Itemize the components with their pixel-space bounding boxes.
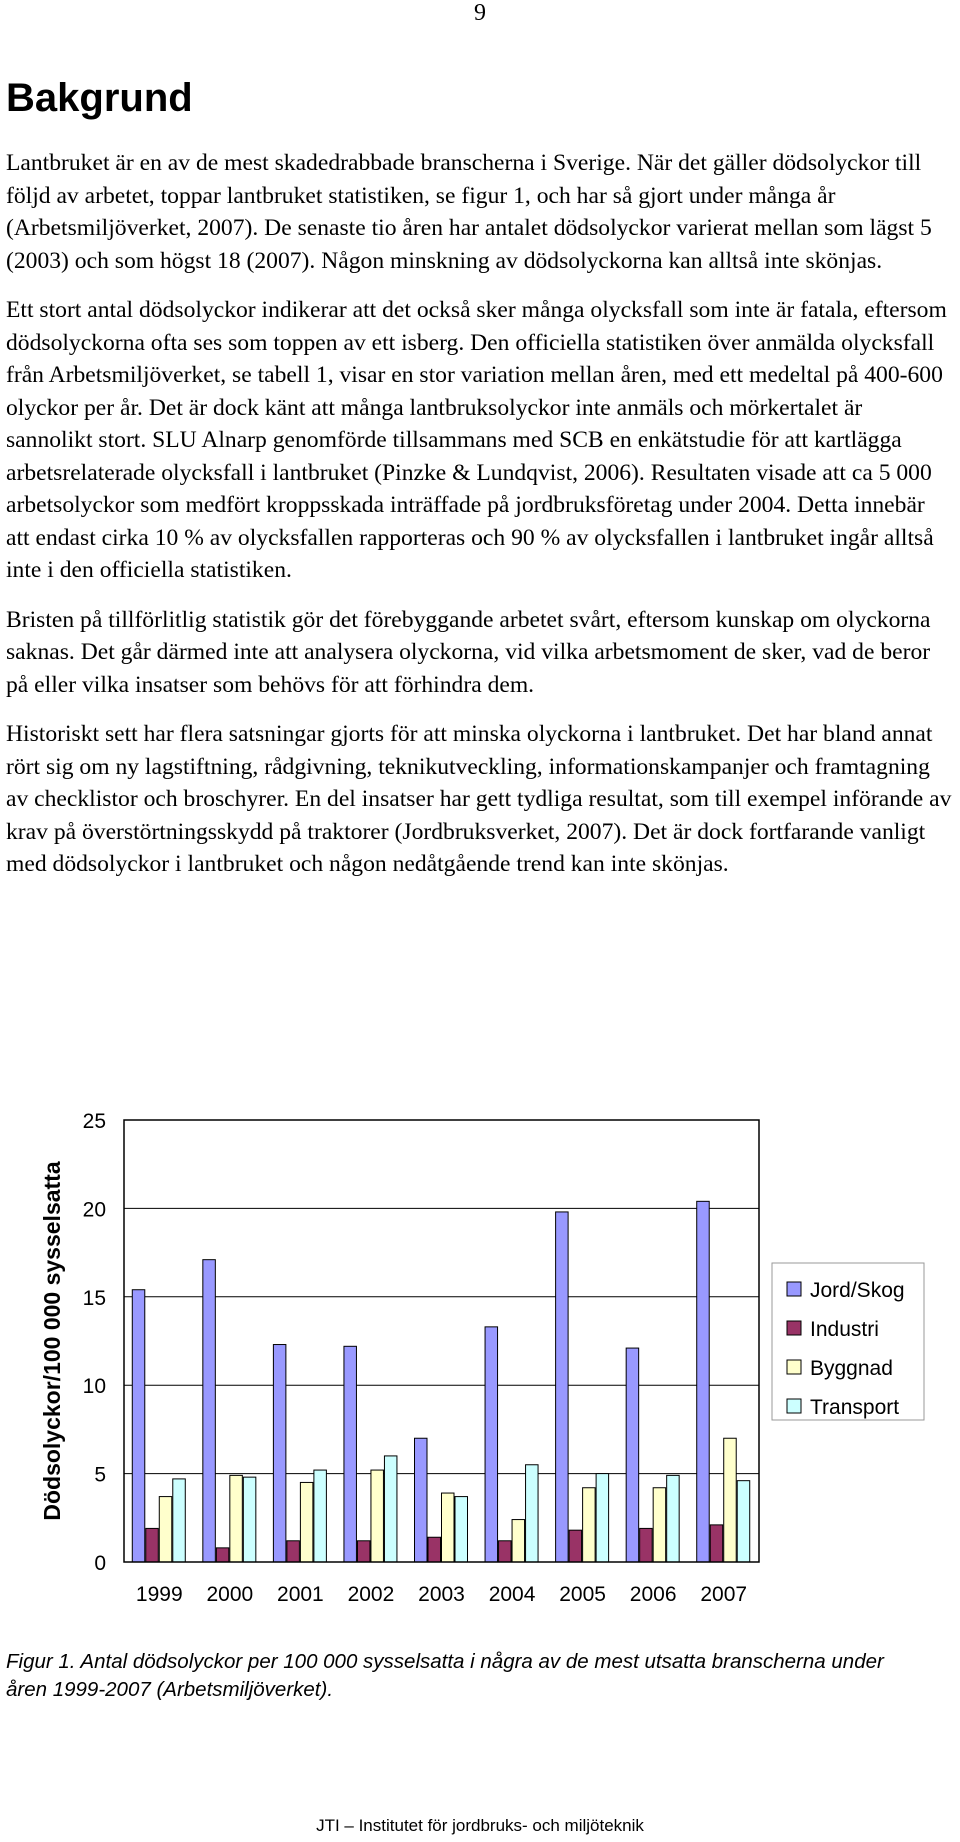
bar-byggnad-2003 xyxy=(442,1493,455,1562)
legend-label: Industri xyxy=(810,1318,879,1341)
bar-jord-skog-2005 xyxy=(556,1212,569,1562)
bar-byggnad-2001 xyxy=(300,1482,313,1562)
bar-transport-2002 xyxy=(384,1456,397,1562)
page-heading: Bakgrund xyxy=(6,76,193,120)
x-tick-label: 2005 xyxy=(559,1583,606,1606)
bar-byggnad-2004 xyxy=(512,1520,525,1562)
y-tick-label: 20 xyxy=(82,1198,106,1222)
bar-transport-2006 xyxy=(667,1475,680,1562)
bar-byggnad-1999 xyxy=(159,1497,172,1562)
bar-byggnad-2002 xyxy=(371,1470,384,1562)
x-tick-label: 1999 xyxy=(135,1583,183,1606)
bar-industri-2005 xyxy=(569,1530,582,1562)
bar-transport-1999 xyxy=(173,1479,186,1562)
bar-transport-2000 xyxy=(243,1477,256,1562)
figure-caption: Figur 1. Antal dödsolyckor per 100 000 sysselsatta i några av de mest utsatta branscherna under åren 1999-2007 (Arbetsmiljöverket). xyxy=(6,1650,884,1701)
bar-jord-skog-2007 xyxy=(697,1201,710,1562)
x-tick-label: 2004 xyxy=(488,1583,536,1606)
paragraph-3: Bristen på tillförlitlig statistik gör det förebyggande arbetet svårt, eftersom kunskap om olyckorna saknas. Det går därmed inte att analysera olyckorna, vid vilka arbetsmoment de sker, vad de beror på eller vilka insatser som behövs för att förhindra dem. xyxy=(6,606,931,698)
bar-byggnad-2006 xyxy=(653,1488,666,1562)
x-tick-label: 2007 xyxy=(700,1583,748,1606)
x-tick-label: 2003 xyxy=(418,1583,465,1606)
bar-industri-2002 xyxy=(357,1541,370,1562)
paragraph-4: Historiskt sett har flera satsningar gjorts för att minska olyckorna i lantbruket. Det har bland annat rört sig om ny lagstiftning, rådgivning, teknikutveckling, informationskampanjer och framtagning av checklistor och broschyrer. En del insatser har gett tydliga resultat, som till exempel införande av krav på överstörtningsskydd på traktorer (Jordbruksverket, 2007). Det är dock fortfarande vanligt med dödsolyckor i lantbruket och någon nedåtgående trend kan inte skönjas. xyxy=(6,721,952,877)
bar-industri-2003 xyxy=(428,1537,441,1562)
chart-bars xyxy=(132,1201,749,1562)
chart-gridlines xyxy=(124,1120,759,1474)
legend-label: Byggnad xyxy=(810,1357,893,1380)
legend-swatch xyxy=(787,1321,801,1335)
bar-byggnad-2000 xyxy=(230,1475,243,1562)
y-axis-label: Dödsolyckor/100 000 sysselsatta xyxy=(39,1161,65,1521)
legend-swatch xyxy=(787,1360,801,1374)
x-tick-label: 2000 xyxy=(206,1583,254,1606)
bar-chart xyxy=(0,1100,960,1620)
page-number: 9 xyxy=(474,0,486,26)
bar-byggnad-2005 xyxy=(583,1488,596,1562)
legend-label: Transport xyxy=(810,1396,900,1419)
bar-industri-1999 xyxy=(146,1528,159,1562)
bar-industri-2004 xyxy=(499,1541,512,1562)
paragraph-2: Ett stort antal dödsolyckor indikerar att det också sker många olycksfall som inte är fatala, eftersom dödsolyckorna ofta ses som toppen av ett isberg. Den officiella statistiken över anmälda olycksfall från Arbetsmiljöverket, se tabell 1, visar en stor variation mellan åren, med ett medeltal på 400-600 olyckor per år. Det är dock känt att många lantbruksolyckor inte anmäls och mörkertalet är sannolikt stort. SLU Alnarp genomförde tillsammans med SCB en enkätstudie för att kartlägga arbetsrelaterade olycksfall i lantbruket (Pinzke & Lundqvist, 2006). Resultaten visade att ca 5 000 arbetsolyckor som medfört kroppsskada inträffade på jordbruksföretag under 2004. Detta innebär att endast cirka 10 % av olycksfallen rapporteras och 90 % av olycksfallen i lantbruket ingår alltså inte i den officiella statistiken. xyxy=(6,297,947,583)
y-tick-label: 5 xyxy=(94,1463,106,1487)
legend-swatch xyxy=(787,1282,801,1296)
bar-transport-2005 xyxy=(596,1474,609,1562)
y-tick-labels xyxy=(83,1110,106,1575)
bar-transport-2004 xyxy=(526,1465,539,1562)
y-tick-label: 0 xyxy=(94,1552,106,1575)
x-tick-label: 2001 xyxy=(277,1583,324,1606)
bar-industri-2001 xyxy=(287,1541,300,1562)
x-tick-label: 2006 xyxy=(629,1583,677,1606)
y-tick-label: 10 xyxy=(82,1375,106,1399)
y-tick-label: 15 xyxy=(82,1286,106,1310)
body-text xyxy=(6,147,954,898)
bar-jord-skog-2002 xyxy=(344,1346,357,1562)
bar-jord-skog-1999 xyxy=(132,1290,145,1562)
bar-industri-2006 xyxy=(640,1528,653,1562)
bar-transport-2007 xyxy=(737,1481,750,1562)
bar-jord-skog-2000 xyxy=(203,1260,216,1562)
page-footer: JTI – Institutet för jordbruks- och miljöteknik xyxy=(316,1816,644,1835)
bar-jord-skog-2006 xyxy=(626,1348,639,1562)
bar-jord-skog-2003 xyxy=(415,1438,428,1562)
y-tick-label: 25 xyxy=(82,1110,106,1133)
legend-swatch xyxy=(787,1399,801,1413)
bar-industri-2000 xyxy=(216,1548,229,1562)
bar-jord-skog-2001 xyxy=(273,1345,286,1562)
bar-byggnad-2007 xyxy=(724,1438,737,1562)
paragraph-1: Lantbruket är en av de mest skadedrabbade branscherna i Sverige. När det gäller dödsolyckor till följd av arbetet, toppar lantbruket statistiken, se figur 1, och har så gjort under många år (Arbetsmiljöverket, 2007). De senaste tio åren har antalet dödsolyckor varierat mellan som lägst 5 (2003) och som högst 18 (2007). Någon minskning av dödsolyckorna kan alltså inte skönjas. xyxy=(6,150,932,274)
bar-transport-2001 xyxy=(314,1470,327,1562)
chart-legend xyxy=(772,1263,924,1420)
legend-label: Jord/Skog xyxy=(810,1279,905,1302)
x-tick-label: 2002 xyxy=(347,1583,395,1606)
bar-industri-2007 xyxy=(710,1525,723,1562)
bar-transport-2003 xyxy=(455,1497,468,1562)
x-tick-labels xyxy=(136,1583,747,1606)
bar-jord-skog-2004 xyxy=(485,1327,498,1562)
